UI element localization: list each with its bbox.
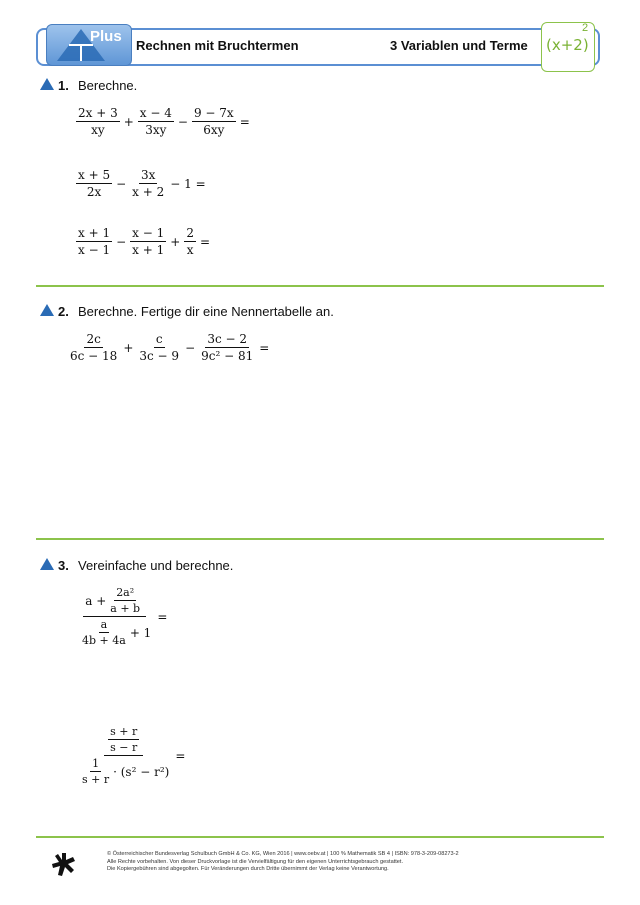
task-3-instruction: Vereinfache und berechne. [78,558,234,573]
task-1b-expression: $\frac{x + 5}{2x}$ − $\frac{3x}{x + 2}$ − 1 = [78,168,206,199]
task-2-instruction: Berechne. Fertige dir eine Nennertabelle an. [78,304,334,319]
task-3b-expression: $\frac{s + r}{s - r}$ $\frac{1}{s + r}$ · (s² − r²) = [82,725,186,786]
worksheet-title: Rechnen mit Bruchtermen [136,38,299,53]
task-triangle-icon [40,78,54,90]
publisher-logo-icon [50,851,78,879]
footer-line: Die Kopiergebühren sind abgegolten. Für Veränderungen durch Dritte übernimmt der Verlag keine Verantwortung. [107,866,389,872]
copyright-notice [107,851,459,874]
task-1a-expression: $\frac{2x + 3}{xy}$ + $\frac{x - 4}{3xy}$ − $\frac{9 - 7x}{6xy}$ = [78,106,250,137]
task-3a-expression: a + $\frac{\text{2a²}}{a + b}$ $\frac{a}{4b + 4a}$ + 1 = [82,586,168,647]
task-2-number: 2. [58,304,69,319]
section-divider [36,836,604,838]
task-triangle-icon [40,558,54,570]
footer-line: Alle Rechte vorbehalten. Von dieser Druckvorlage ist die Vervielfältigung für den eigenen Unterrichtsgebrauch gestattet. [107,858,404,865]
logo-label: Plus [90,28,122,45]
task-2-expression: $\frac{2c}{6c - 18}$ + $\frac{c}{3c - 9}$ − $\frac{3c - 2}{\text{9c² − 81}}$ = [70,332,270,363]
task-3-number: 3. [58,558,69,573]
section-divider [36,285,604,287]
task-1-instruction: Berechne. [78,78,138,93]
footer-line: © Österreichischer Bundesverlag Schulbuch GmbH & Co. KG, Wien 2016 | www.oebv.at | 100 % Mathematik SB 4 | ISBN: 978-3-209-08273-2 [107,851,459,857]
section-divider [36,538,604,540]
task-1-number: 1. [58,78,69,93]
task-1c-expression: $\frac{x + 1}{x - 1}$ − $\frac{x - 1}{x + 1}$ + $\frac{2}{x}$ = [78,226,211,257]
badge-expression: (x+2) [546,36,589,54]
task-triangle-icon [40,304,54,316]
badge-exponent: 2 [582,22,589,34]
chapter-title: 3 Variablen und Terme [390,38,528,53]
